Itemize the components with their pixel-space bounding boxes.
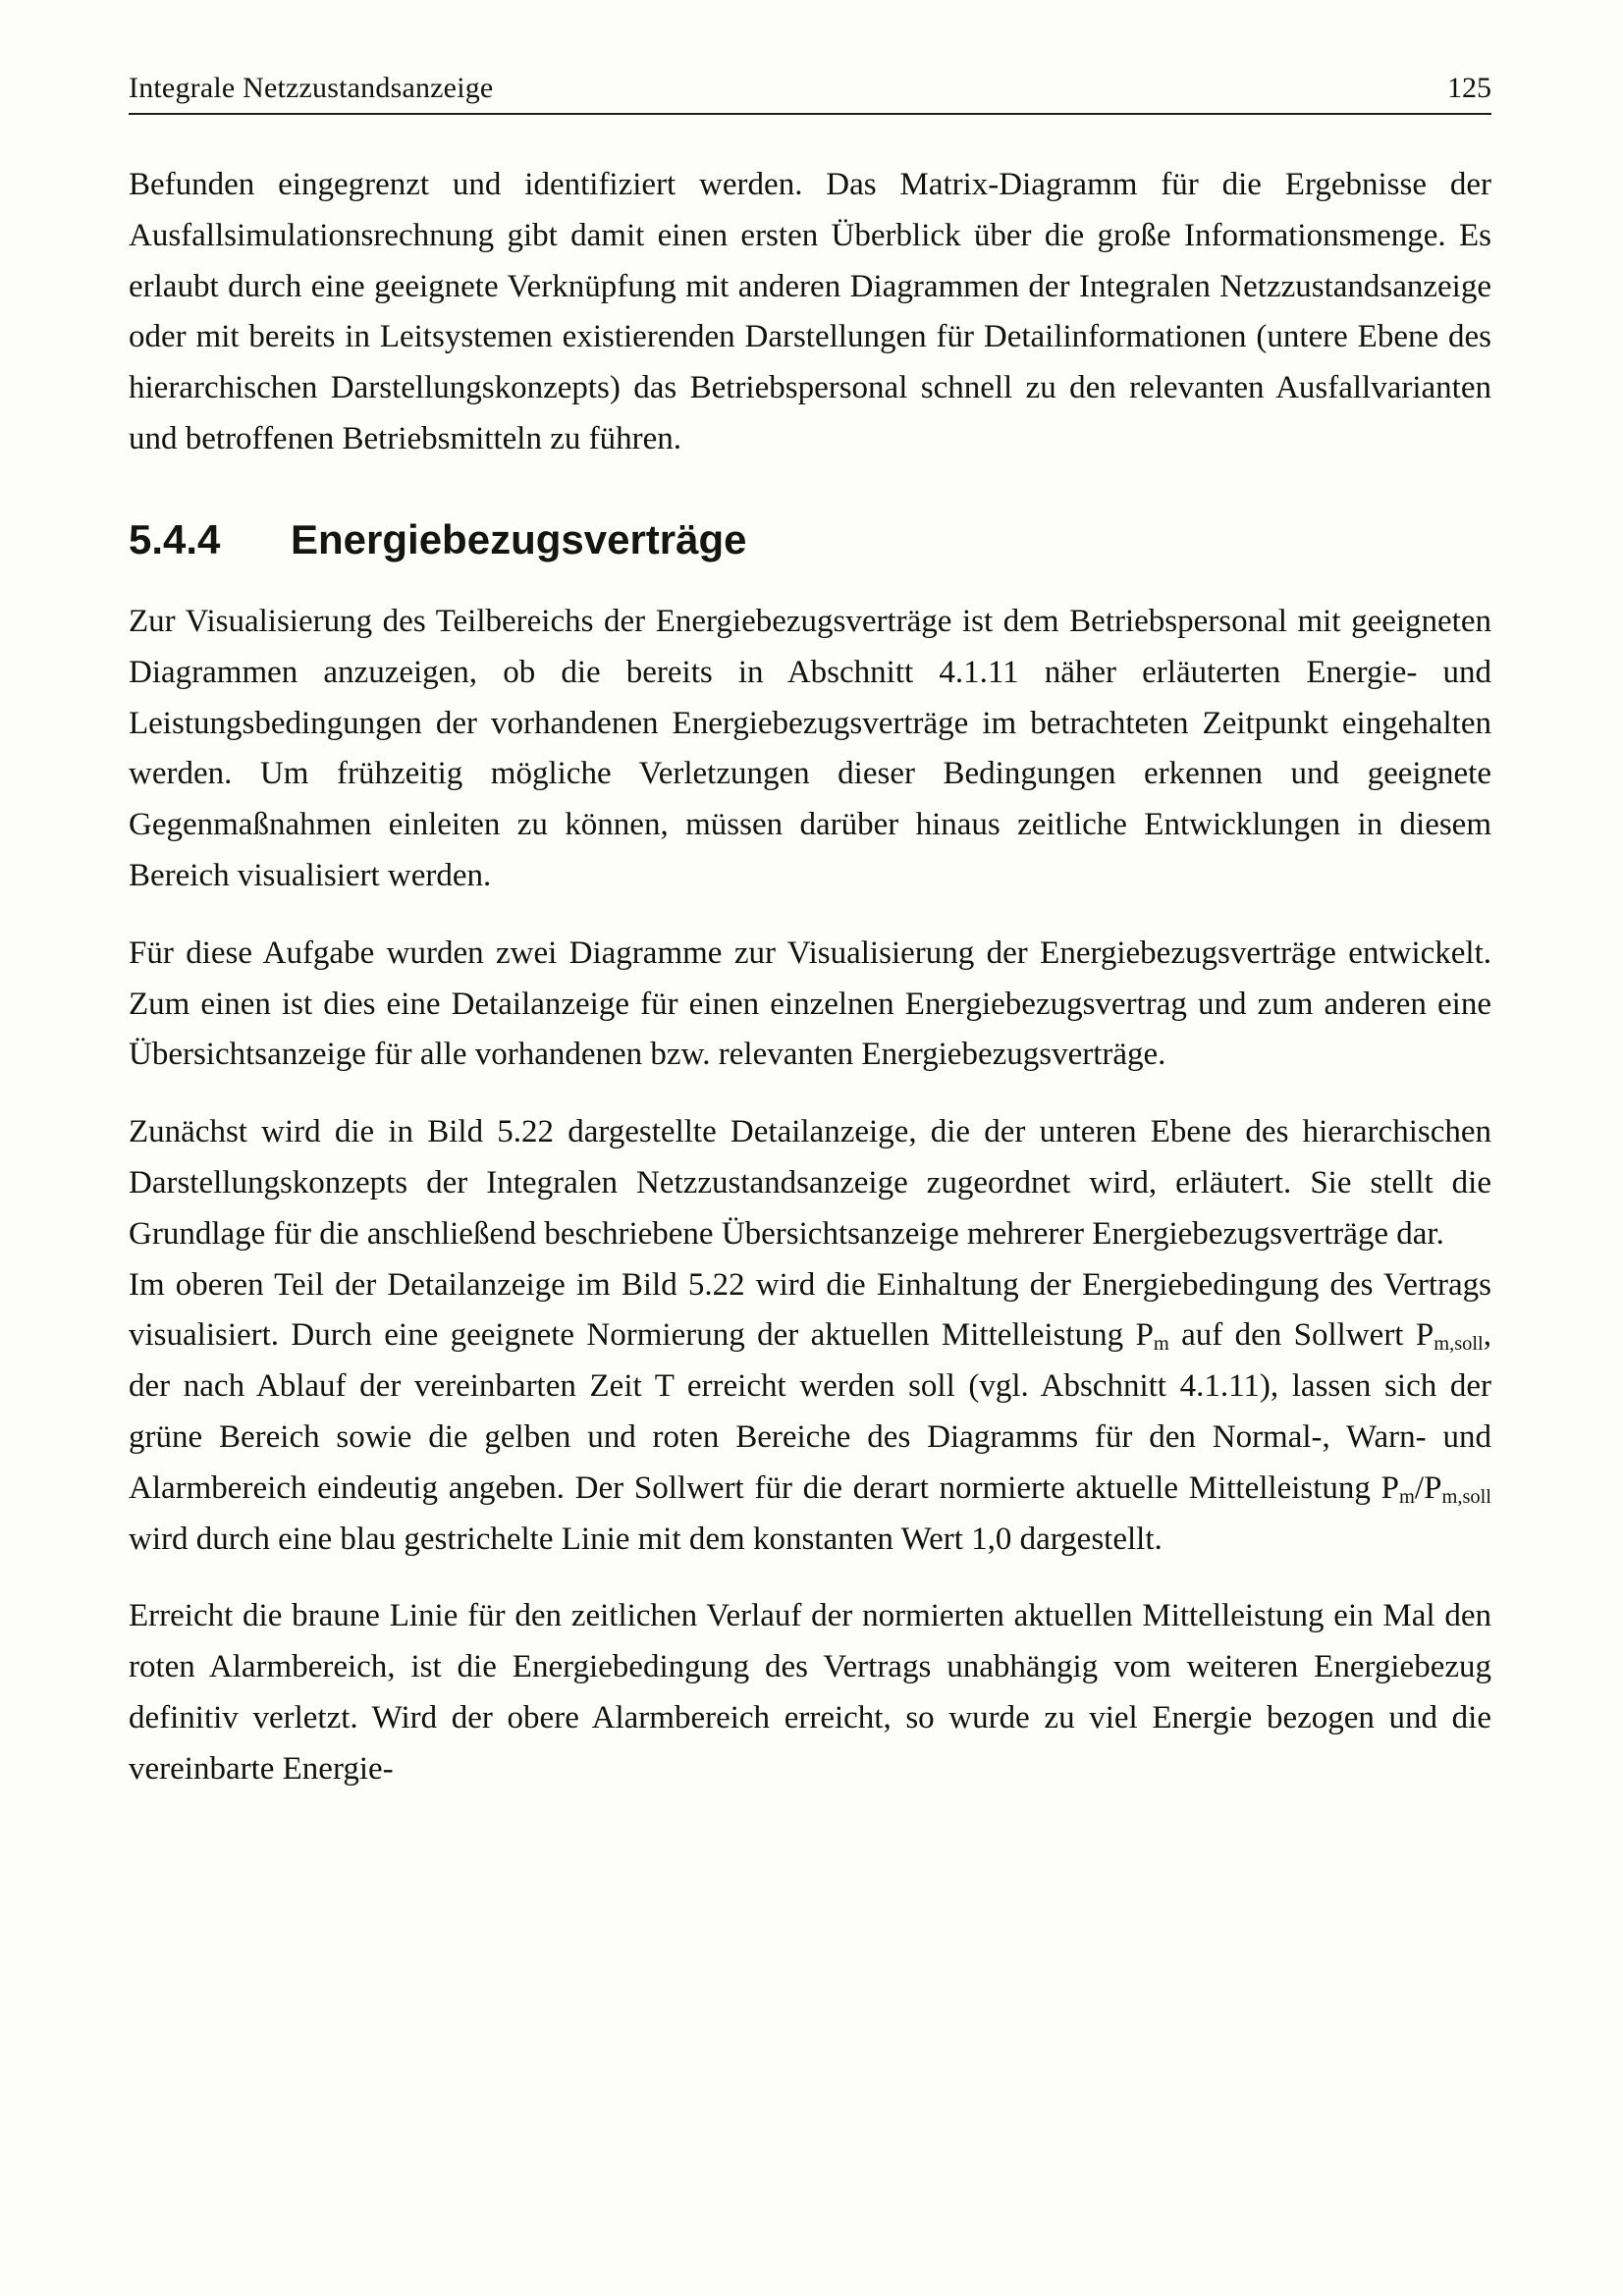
paragraph-text-segment: , der nach Ablauf der vereinbarten Zeit T erreicht werden soll (vgl. Abschnitt 4.1.11), lassen sich der grüne Bereich sowie die gelben und roten Bereiche des Diagramms für den Normal-, Warn- und Alarmbereich eindeutig angeben. Der Sollwert für die derart normierte aktuelle Mittelleistung P xyxy=(129,1317,1491,1506)
subscript-m: m xyxy=(1399,1485,1415,1508)
paragraph-visualisierung-teilbereich: Zur Visualisierung des Teilbereichs der Energiebezugsverträge ist dem Betriebspersonal mit geeigneten Diagrammen anzuzeigen, ob die bereits in Abschnitt 4.1.11 näher erläuterten Energie- und Leistungsbedingungen der vorhandenen Energiebezugsverträge im betrachteten Zeitpunkt eingehalten werden. Um frühzeitig mögliche Verletzungen dieser Bedingungen erkennen und geeignete Gegenmaßnahmen einleiten zu können, müssen darüber hinaus zeitliche Entwicklungen in diesem Bereich visualisiert werden. xyxy=(129,604,1491,894)
subscript-m-soll: m,soll xyxy=(1434,1333,1484,1356)
paragraph-detailanzeige-bild-522: Zunächst wird die in Bild 5.22 dargestellte Detailanzeige, die der unteren Ebene des hierarchischen Darstellungskonzepts der Integralen Netzzustandsanzeige zugeordnet wird, erläutert. Sie stellt die Grundlage für die anschließend beschriebene Übersichtsanzeige mehrerer Energiebezugsverträge dar. xyxy=(129,1114,1491,1252)
subscript-m-soll: m,soll xyxy=(1441,1485,1491,1508)
paragraph-energiebedingung xyxy=(129,1260,1491,1566)
page-header xyxy=(129,71,1491,115)
section-heading-number: 5.4.4 xyxy=(129,515,221,562)
subscript-m: m xyxy=(1153,1333,1169,1356)
paragraph-text-segment: auf den Sollwert P xyxy=(1168,1317,1434,1354)
paragraph-text-segment: wird durch eine blau gestrichelte Linie mit dem konstanten Wert 1,0 dargestellt. xyxy=(129,1521,1163,1557)
body-text xyxy=(129,160,1491,1795)
paragraph-braune-linie: Erreicht die braune Linie für den zeitlichen Verlauf der normierten aktuellen Mittelleistung ein Mal den roten Alarmbereich, ist die Energiebedingung des Vertrags unabhängig vom weiteren Energiebezug definitiv verletzt. Wird der obere Alarmbereich erreicht, so wurde zu viel Energie bezogen und die vereinbarte Energie- xyxy=(129,1598,1491,1787)
paragraph-text-segment: /P xyxy=(1414,1469,1442,1506)
running-title: Integrale Netzzustandsanzeige xyxy=(129,72,494,104)
paragraph-text-segment: Im oberen Teil der Detailanzeige im Bild 5.22 wird die Einhaltung der Energiebedingung des Vertrags visualisiert. Durch eine geeignete Normierung der aktuellen Mittelleistung P xyxy=(129,1266,1491,1354)
paragraph-zwei-diagramme: Für diese Aufgabe wurden zwei Diagramme zur Visualisierung der Energiebezugsverträge entwickelt. Zum einen ist dies eine Detailanzeige für einen einzelnen Energiebezugsvertrag und zum anderen eine Übersichtsanzeige für alle vorhandenen bzw. relevanten Energiebezugsverträge. xyxy=(129,934,1491,1073)
section-heading xyxy=(129,516,1491,563)
section-heading-title: Energiebezugsverträge xyxy=(291,515,747,562)
page-number: 125 xyxy=(1447,72,1491,104)
paragraph-matrix-diagram: Befunden eingegrenzt und identifiziert werden. Das Matrix-Diagramm für die Ergebnisse der Ausfallsimulationsrechnung gibt damit einen ersten Überblick über die große Informationsmenge. Es erlaubt durch eine geeignete Verknüpfung mit anderen Diagrammen der Integralen Netzzustandsanzeige oder mit bereits in Leitsystemen existierenden Darstellungen für Detailinformationen (untere Ebene des hierarchischen Darstellungskonzepts) das Betriebspersonal schnell zu den relevanten Ausfallvarianten und betroffenen Betriebsmitteln zu führen. xyxy=(129,167,1491,456)
